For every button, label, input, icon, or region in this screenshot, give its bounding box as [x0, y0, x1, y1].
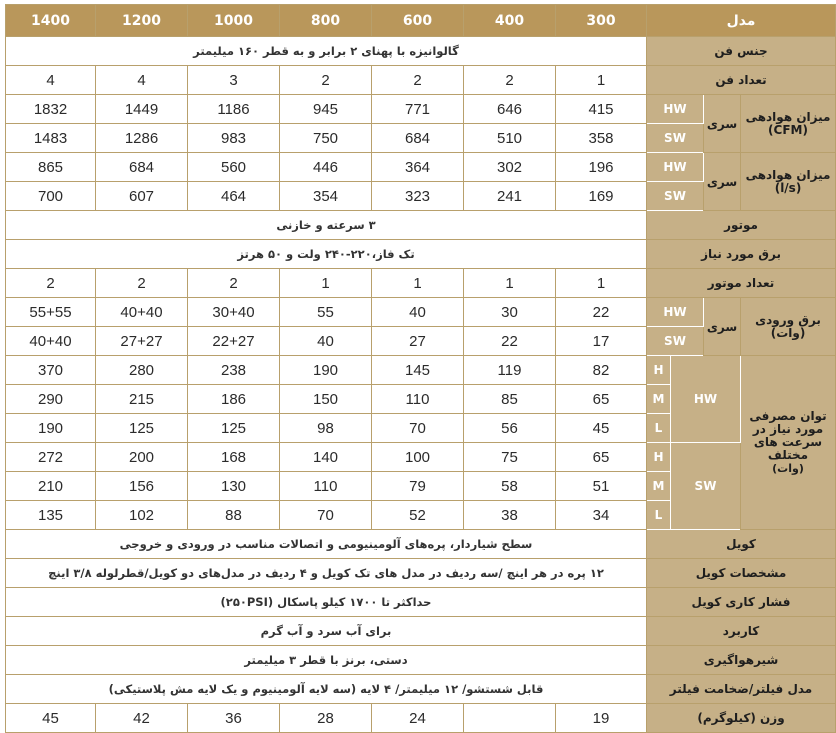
coil-spec-value: ۱۲ پره در هر اینچ /سه ردیف در مدل های تک کویل و ۴ ردیف در مدل‌های دو کویل/قطرلوله ۳/۸ اینچ: [6, 559, 647, 588]
table-cell: 354: [280, 182, 372, 211]
power-sw-h-row: [6, 443, 836, 472]
table-cell: 983: [188, 124, 280, 153]
input-power-label: برق ورودی (وات): [741, 298, 836, 356]
weight-row: [6, 704, 836, 733]
speed-m-label: M: [647, 385, 671, 414]
table-cell: 358: [556, 124, 647, 153]
table-cell: 364: [372, 153, 464, 182]
table-cell: 22: [464, 327, 556, 356]
table-cell: 290: [6, 385, 96, 414]
model-header: 1000: [188, 5, 280, 37]
power-supply-row: [6, 240, 836, 269]
filter-value: قابل شستشو/ ۱۲ میلیمتر/ ۴ لایه (سه لایه آلومینیوم و یک لایه مش پلاستیکی): [6, 675, 647, 704]
table-cell: 190: [280, 356, 372, 385]
table-cell: 4: [6, 66, 96, 95]
model-header: 400: [464, 5, 556, 37]
table-cell: 1: [280, 269, 372, 298]
table-cell: 27: [372, 327, 464, 356]
table-cell: 17: [556, 327, 647, 356]
table-cell: 100: [372, 443, 464, 472]
coil-label: کویل: [647, 530, 836, 559]
table-cell: 40+40: [6, 327, 96, 356]
table-cell: 2: [188, 269, 280, 298]
table-cell: 272: [6, 443, 96, 472]
table-cell: 70: [280, 501, 372, 530]
table-cell: 169: [556, 182, 647, 211]
table-cell: 1: [372, 269, 464, 298]
table-cell: 771: [372, 95, 464, 124]
usage-label: کاربرد: [647, 617, 836, 646]
fan-material-row: [6, 37, 836, 66]
speed-h-label: H: [647, 356, 671, 385]
table-cell: 82: [556, 356, 647, 385]
table-cell: 58: [464, 472, 556, 501]
table-cell: 750: [280, 124, 372, 153]
table-cell: 196: [556, 153, 647, 182]
table-cell: 323: [372, 182, 464, 211]
coil-value: سطح شیاردار، پره‌های آلومینیومی و اتصالات مناسب در ورودی و خروجی: [6, 530, 647, 559]
table-cell: 210: [6, 472, 96, 501]
table-cell: 130: [188, 472, 280, 501]
table-cell: 65: [556, 443, 647, 472]
series-label: سری: [704, 298, 741, 356]
table-cell: 30: [464, 298, 556, 327]
table-cell: 2: [280, 66, 372, 95]
header-row: [6, 5, 836, 37]
table-cell: 70: [372, 414, 464, 443]
coil-spec-label: مشخصات کویل: [647, 559, 836, 588]
table-cell: 1: [556, 269, 647, 298]
table-cell: 560: [188, 153, 280, 182]
table-cell: 125: [96, 414, 188, 443]
table-cell: 945: [280, 95, 372, 124]
table-cell: 684: [96, 153, 188, 182]
table-cell: 280: [96, 356, 188, 385]
table-cell: 607: [96, 182, 188, 211]
hw-label: HW: [647, 298, 704, 327]
table-cell: 150: [280, 385, 372, 414]
table-cell: 88: [188, 501, 280, 530]
speed-l-label: L: [647, 501, 671, 530]
table-cell: 215: [96, 385, 188, 414]
usage-value: برای آب سرد و آب گرم: [6, 617, 647, 646]
table-cell: 38: [464, 501, 556, 530]
speed-l-label: L: [647, 414, 671, 443]
airflow-ls-label: میزان هوادهی (l/s): [741, 153, 836, 211]
table-cell: 190: [6, 414, 96, 443]
table-cell: 241: [464, 182, 556, 211]
table-cell: 40: [372, 298, 464, 327]
table-cell: 98: [280, 414, 372, 443]
table-cell: 79: [372, 472, 464, 501]
hw-label: HW: [647, 95, 704, 124]
series-label: سری: [704, 153, 741, 211]
table-cell: 40: [280, 327, 372, 356]
power-consumption-label: [741, 356, 836, 530]
table-cell: 65: [556, 385, 647, 414]
motor-label: موتور: [647, 211, 836, 240]
table-cell: 56: [464, 414, 556, 443]
model-header: 800: [280, 5, 372, 37]
table-cell: 510: [464, 124, 556, 153]
motor-value: ۳ سرعته و خازنی: [6, 211, 647, 240]
airflow-cfm-label: میزان هوادهی (CFM): [741, 95, 836, 153]
table-cell: 22+27: [188, 327, 280, 356]
fan-material-label: جنس فن: [647, 37, 836, 66]
table-cell: 2: [464, 66, 556, 95]
table-cell: 51: [556, 472, 647, 501]
coil-pressure-label: فشار کاری کویل: [647, 588, 836, 617]
table-cell: 27+27: [96, 327, 188, 356]
motor-row: [6, 211, 836, 240]
table-cell: 110: [372, 385, 464, 414]
airflow-cfm-hw-row: [6, 95, 836, 124]
power-supply-label: برق مورد نیاز: [647, 240, 836, 269]
sw-label: SW: [647, 182, 704, 211]
table-cell: 200: [96, 443, 188, 472]
table-cell: 45: [556, 414, 647, 443]
table-cell: 302: [464, 153, 556, 182]
table-cell: 684: [372, 124, 464, 153]
usage-row: [6, 617, 836, 646]
table-cell: 145: [372, 356, 464, 385]
fan-count-label: تعداد فن: [647, 66, 836, 95]
table-cell: 464: [188, 182, 280, 211]
table-cell: 140: [280, 443, 372, 472]
weight-label: وزن (کیلوگرم): [647, 704, 836, 733]
table-cell: 168: [188, 443, 280, 472]
table-cell: 4: [96, 66, 188, 95]
table-cell: 2: [6, 269, 96, 298]
filter-row: [6, 675, 836, 704]
table-cell: 34: [556, 501, 647, 530]
coil-pressure-row: [6, 588, 836, 617]
hw-label: HW: [647, 153, 704, 182]
table-cell: 446: [280, 153, 372, 182]
table-cell: 85: [464, 385, 556, 414]
table-cell: 646: [464, 95, 556, 124]
table-cell: 370: [6, 356, 96, 385]
fan-count-row: [6, 66, 836, 95]
model-label: مدل: [647, 5, 836, 37]
fan-coil-spec-table: [5, 4, 836, 733]
table-cell: 1286: [96, 124, 188, 153]
table-cell: 75: [464, 443, 556, 472]
airflow-ls-hw-row: [6, 153, 836, 182]
table-cell: 2: [96, 269, 188, 298]
air-valve-row: [6, 646, 836, 675]
table-cell: 156: [96, 472, 188, 501]
table-cell: 1: [464, 269, 556, 298]
table-cell: 19: [556, 704, 647, 733]
table-cell: 102: [96, 501, 188, 530]
power-consumption-title: توان مصرفی مورد نیاز در سرعت های مختلف: [749, 409, 827, 462]
table-cell: 55: [280, 298, 372, 327]
table-cell: 1449: [96, 95, 188, 124]
table-cell: 22: [556, 298, 647, 327]
sw-label: SW: [647, 124, 704, 153]
table-cell: [464, 704, 556, 733]
series-label: سری: [704, 95, 741, 153]
hw-label: HW: [671, 356, 741, 443]
fan-material-value: گالوانیزه با پهنای ۲ برابر و به قطر ۱۶۰ میلیمتر: [6, 37, 647, 66]
sw-label: SW: [671, 443, 741, 530]
filter-label: مدل فیلتر/ضخامت فیلتر: [647, 675, 836, 704]
table-cell: 119: [464, 356, 556, 385]
table-cell: 1483: [6, 124, 96, 153]
table-cell: 238: [188, 356, 280, 385]
table-cell: 52: [372, 501, 464, 530]
model-header: 1400: [6, 5, 96, 37]
model-header: 1200: [96, 5, 188, 37]
speed-h-label: H: [647, 443, 671, 472]
table-cell: 36: [188, 704, 280, 733]
power-hw-h-row: [6, 356, 836, 385]
table-cell: 110: [280, 472, 372, 501]
power-consumption-unit: (وات): [772, 462, 804, 475]
table-cell: 700: [6, 182, 96, 211]
power-supply-value: تک فاز،۲۲۰-۲۴۰ ولت و ۵۰ هرتز: [6, 240, 647, 269]
table-cell: 42: [96, 704, 188, 733]
spec-table-wrapper: [5, 4, 835, 733]
speed-m-label: M: [647, 472, 671, 501]
table-cell: 135: [6, 501, 96, 530]
table-cell: 186: [188, 385, 280, 414]
table-cell: 1: [556, 66, 647, 95]
table-cell: 28: [280, 704, 372, 733]
table-cell: 55+55: [6, 298, 96, 327]
air-valve-value: دستی، برنز با قطر ۳ میلیمتر: [6, 646, 647, 675]
model-header: 600: [372, 5, 464, 37]
table-cell: 1832: [6, 95, 96, 124]
air-valve-label: شیرهواگیری: [647, 646, 836, 675]
table-cell: 3: [188, 66, 280, 95]
table-cell: 865: [6, 153, 96, 182]
motor-count-row: [6, 269, 836, 298]
table-cell: 30+40: [188, 298, 280, 327]
model-header: 300: [556, 5, 647, 37]
motor-count-label: تعداد موتور: [647, 269, 836, 298]
coil-pressure-value: حداکثر تا ۱۷۰۰ کیلو پاسکال (۲۵۰PSI): [6, 588, 647, 617]
coil-spec-row: [6, 559, 836, 588]
coil-row: [6, 530, 836, 559]
table-cell: 1186: [188, 95, 280, 124]
table-cell: 24: [372, 704, 464, 733]
sw-label: SW: [647, 327, 704, 356]
input-power-hw-row: [6, 298, 836, 327]
table-cell: 45: [6, 704, 96, 733]
table-cell: 40+40: [96, 298, 188, 327]
table-cell: 125: [188, 414, 280, 443]
table-cell: 2: [372, 66, 464, 95]
table-cell: 415: [556, 95, 647, 124]
